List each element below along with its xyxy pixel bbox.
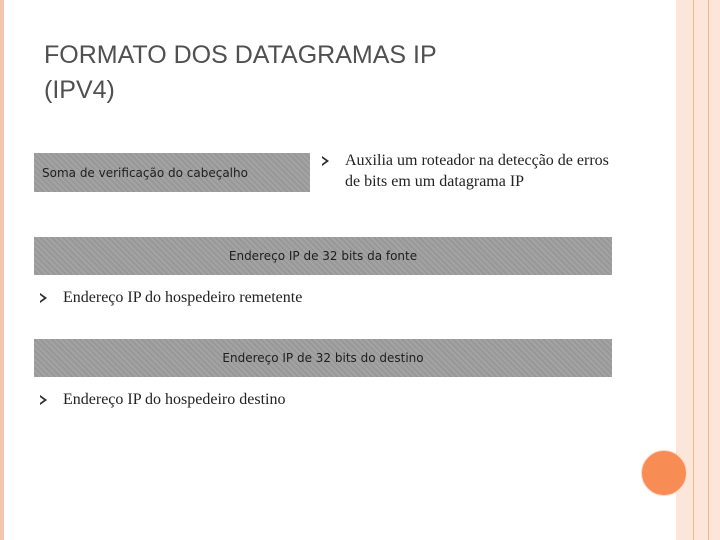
- bullet-destination-description: [40, 389, 285, 410]
- right-rule-1: [693, 0, 694, 540]
- bullet-arrow-icon: [322, 156, 329, 166]
- bullet-text: Auxilia um roteador na detecção de erros de bits em um datagrama IP: [345, 152, 609, 190]
- right-rule-2: [708, 0, 709, 540]
- bullet-source-description: [40, 287, 302, 308]
- destination-address-field-label: Endereço IP de 32 bits do destino: [222, 351, 424, 365]
- bullet-checksum-description: [322, 150, 622, 192]
- decorative-circle: [641, 450, 687, 496]
- bullet-arrow-icon: [40, 293, 47, 303]
- bullet-text: Endereço IP do hospedeiro destino: [63, 391, 286, 408]
- checksum-field-image: [34, 153, 310, 192]
- left-border: [0, 0, 4, 540]
- destination-address-field-image: [34, 339, 612, 377]
- source-address-field-label: Endereço IP de 32 bits da fonte: [228, 249, 418, 263]
- bullet-arrow-icon: [40, 395, 47, 405]
- checksum-field-label: Soma de verificação do cabeçalho: [42, 165, 248, 180]
- slide-title: FORMATO DOS DATAGRAMAS IP (IPV4): [44, 41, 437, 104]
- source-address-field-image: [34, 237, 612, 275]
- bullet-text: Endereço IP do hospedeiro remetente: [63, 289, 303, 306]
